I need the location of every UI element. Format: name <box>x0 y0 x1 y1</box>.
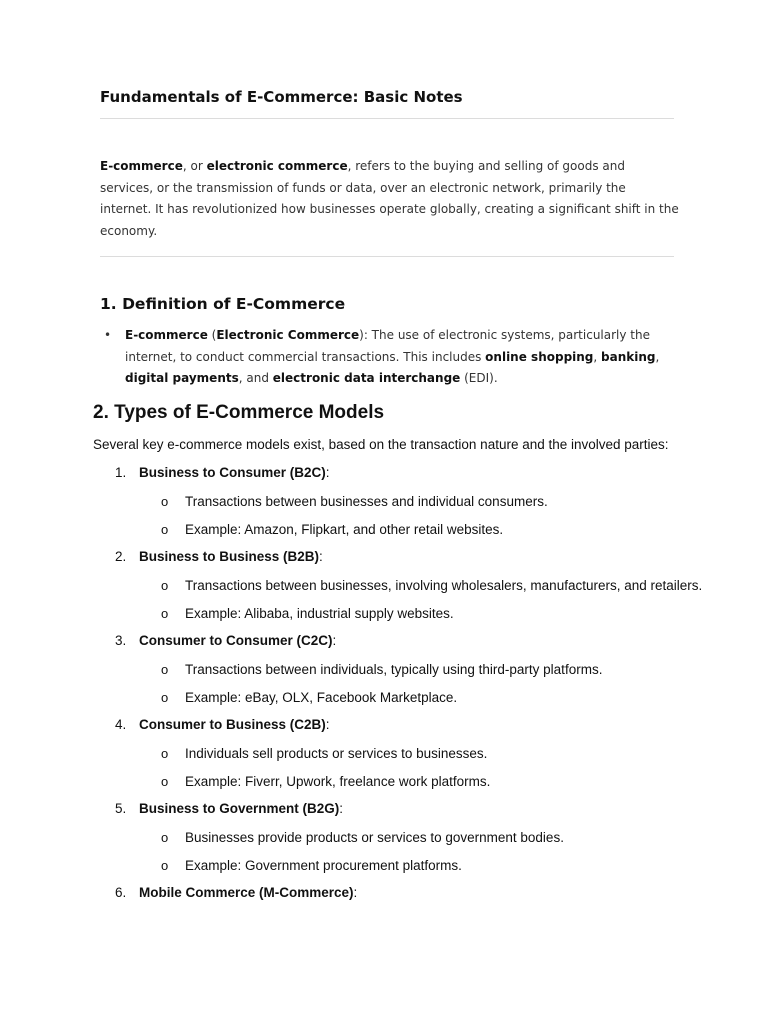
intro-term-ecommerce: E-commerce <box>100 159 183 173</box>
model-item <box>93 549 713 622</box>
intro-term-electronic-commerce: electronic commerce <box>206 159 348 173</box>
model-number: 3. <box>115 633 127 648</box>
model-title-text: Consumer to Business (C2B) <box>139 717 326 732</box>
model-sub-point <box>93 521 713 538</box>
sub-bullet-marker: o <box>161 774 169 789</box>
model-number: 2. <box>115 549 127 564</box>
model-title-text: Consumer to Consumer (C2C) <box>139 633 333 648</box>
model-header <box>93 633 713 650</box>
definition-text-part: (EDI). <box>460 371 498 385</box>
model-title-colon: : <box>325 717 330 732</box>
sub-point-text: Example: Alibaba, industrial supply websites. <box>185 606 454 621</box>
keyword-electronic-data-interchange: electronic data interchange <box>272 371 461 385</box>
model-title <box>139 549 323 564</box>
intro-separator: , or <box>182 159 207 173</box>
intro-text: , refers to the buying and selling of goods and services, or the transmission of funds or data, over an electronic network, primarily the internet. It has revolutionized how businesses operate globally, creating a significant shift in the economy. <box>100 159 679 238</box>
sub-bullet-marker: o <box>161 690 169 705</box>
model-sub-point <box>93 689 713 706</box>
model-title-colon: : <box>319 549 323 564</box>
definition-text-part: ( <box>207 328 217 342</box>
definition-term-full: Electronic Commerce <box>216 328 360 342</box>
sub-bullet-marker: o <box>161 662 169 677</box>
model-item <box>93 885 713 902</box>
model-title <box>139 801 343 816</box>
divider <box>100 256 674 257</box>
model-number: 4. <box>115 717 127 732</box>
model-title <box>139 465 330 480</box>
model-item <box>93 633 713 706</box>
model-sub-point <box>93 745 713 762</box>
keyword-digital-payments: digital payments <box>125 371 239 385</box>
sub-point-text: Individuals sell products or services to businesses. <box>185 746 488 761</box>
model-header <box>93 801 713 818</box>
sub-point-text: Transactions between businesses and individual consumers. <box>185 494 548 509</box>
model-title <box>139 885 357 900</box>
model-title <box>139 633 336 648</box>
model-title-text: Business to Consumer (B2C) <box>139 465 326 480</box>
model-number: 6. <box>115 885 127 900</box>
definition-term: E-commerce <box>125 328 208 342</box>
model-sub-point <box>93 857 713 874</box>
model-sub-point <box>93 661 713 678</box>
sub-point-text: Example: Fiverr, Upwork, freelance work platforms. <box>185 774 491 789</box>
model-sub-point <box>93 773 713 790</box>
model-number: 1. <box>115 465 127 480</box>
sub-bullet-marker: o <box>161 522 169 537</box>
definition-list-item <box>100 325 680 390</box>
definition-heading: 1. Definition of E-Commerce <box>100 295 346 313</box>
divider <box>100 118 674 119</box>
model-title-text: Business to Government (B2G) <box>139 801 340 816</box>
definition-text-part: , and <box>238 371 273 385</box>
model-header <box>93 885 713 902</box>
keyword-online-shopping: online shopping <box>485 349 594 364</box>
model-item <box>93 465 713 538</box>
types-intro: Several key e-commerce models exist, based on the transaction nature and the involved parties: <box>93 437 669 452</box>
sub-bullet-marker: o <box>161 746 169 761</box>
model-header <box>93 465 713 482</box>
models-list <box>93 465 713 902</box>
sub-bullet-marker: o <box>161 578 169 593</box>
sub-bullet-marker: o <box>161 830 169 845</box>
definition-text <box>125 325 680 390</box>
model-item <box>93 801 713 874</box>
model-sub-point <box>93 577 713 594</box>
definition-text-part: , <box>655 349 660 364</box>
sub-bullet-marker: o <box>161 858 169 873</box>
model-title-colon: : <box>339 801 344 816</box>
types-heading: 2. Types of E-Commerce Models <box>93 402 385 423</box>
sub-bullet-marker: o <box>161 606 169 621</box>
bullet-marker: • <box>104 328 112 342</box>
model-header <box>93 549 713 566</box>
sub-point-text: Businesses provide products or services to government bodies. <box>185 830 564 845</box>
model-title-colon: : <box>332 633 337 648</box>
model-sub-point <box>93 605 713 622</box>
intro-paragraph <box>100 156 680 242</box>
model-header <box>93 717 713 734</box>
model-item <box>93 717 713 790</box>
sub-point-text: Transactions between individuals, typically using third-party platforms. <box>185 662 603 677</box>
model-title-colon: : <box>325 465 330 480</box>
model-title-text: Mobile Commerce (M-Commerce) <box>139 885 354 900</box>
definition-text-part: , <box>593 349 602 364</box>
model-sub-point <box>93 493 713 510</box>
model-title-text: Business to Business (B2B) <box>139 549 320 564</box>
model-title-colon: : <box>353 885 358 900</box>
keyword-banking: banking <box>601 349 656 364</box>
sub-bullet-marker: o <box>161 494 169 509</box>
page-title: Fundamentals of E-Commerce: Basic Notes <box>100 88 463 106</box>
sub-point-text: Transactions between businesses, involving wholesalers, manufacturers, and retailers. <box>185 578 703 593</box>
sub-point-text: Example: eBay, OLX, Facebook Marketplace. <box>185 690 458 705</box>
sub-point-text: Example: Government procurement platforms. <box>185 858 462 873</box>
model-sub-point <box>93 829 713 846</box>
sub-point-text: Example: Amazon, Flipkart, and other retail websites. <box>185 522 504 537</box>
definition-text-part: ): The use of electronic systems, particularly the internet, to conduct commercial transactions. This includes <box>125 328 650 364</box>
model-title <box>139 717 330 732</box>
model-number: 5. <box>115 801 127 816</box>
